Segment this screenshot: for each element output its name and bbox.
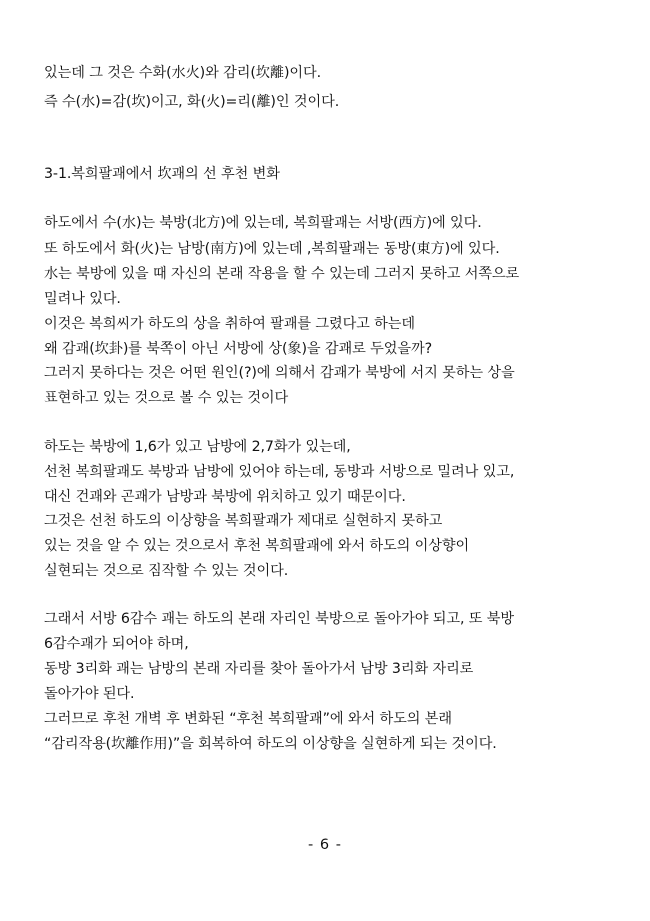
section-heading: 3-1.복희팔괘에서 坎괘의 선 후천 변화 xyxy=(44,166,280,182)
paragraph1-line: 그러지 못하다는 것은 어떤 원인(?)에 의해서 감괘가 북방에 서지 못하는 상을 xyxy=(44,365,515,381)
paragraph3-line: 그래서 서방 6감수 괘는 하도의 본래 자리인 북방으로 돌아가야 되고, 또 북방 xyxy=(44,611,515,627)
paragraph2-line: 있는 것을 알 수 있는 것으로서 후천 복희팔괘에 와서 하도의 이상향이 xyxy=(44,538,470,554)
paragraph3-line: 돌아가야 된다. xyxy=(44,686,135,702)
page-number: - 6 - xyxy=(308,837,342,853)
paragraph1-line: 또 하도에서 화(火)는 남방(南方)에 있는데 ,복희팔괘는 동방(東方)에 있다. xyxy=(44,241,500,257)
paragraph1-line: 이것은 복희씨가 하도의 상을 취하여 팔괘를 그렸다고 하는데 xyxy=(44,316,415,332)
paragraph3-line: 그러므로 후천 개벽 후 변화된 “후천 복희팔괘”에 와서 하도의 본래 xyxy=(44,711,452,727)
paragraph1-line: 하도에서 수(水)는 북방(北方)에 있는데, 복희팔괘는 서방(西方)에 있다. xyxy=(44,215,482,231)
paragraph1-line: 표현하고 있는 것으로 볼 수 있는 것이다 xyxy=(44,390,289,406)
paragraph1-line: 왜 감괘(坎卦)를 북쪽이 아닌 서방에 상(象)을 감괘로 두었을까? xyxy=(44,341,433,357)
paragraph2-line: 대신 건괘와 곤괘가 남방과 북방에 위치하고 있기 때문이다. xyxy=(44,489,406,505)
paragraph2-line: 선천 복희팔괘도 북방과 남방에 있어야 하는데, 동방과 서방으로 밀려나 있고, xyxy=(44,464,515,480)
paragraph3-line: 6감수괘가 되어야 하며, xyxy=(44,636,189,652)
paragraph2-line: 실현되는 것으로 짐작할 수 있는 것이다. xyxy=(44,563,289,579)
intro-line-2: 즉 수(水)=감(坎)이고, 화(火)=리(離)인 것이다. xyxy=(44,94,340,110)
paragraph2-line: 그것은 선천 하도의 이상향을 복희팔괘가 제대로 실현하지 못하고 xyxy=(44,513,443,529)
intro-line-1: 있는데 그 것은 수화(水火)와 감리(坎離)이다. xyxy=(44,65,322,81)
paragraph3-line: “감리작용(坎離作用)”을 회복하여 하도의 이상향을 실현하게 되는 것이다. xyxy=(44,736,497,752)
paragraph1-line: 밀려나 있다. xyxy=(44,291,121,307)
paragraph2-line: 하도는 북방에 1,6가 있고 남방에 2,7화가 있는데, xyxy=(44,439,351,455)
paragraph3-line: 동방 3리화 괘는 남방의 본래 자리를 찾아 돌아가서 남방 3리화 자리로 xyxy=(44,661,474,677)
paragraph1-line: 水는 북방에 있을 때 자신의 본래 작용을 할 수 있는데 그러지 못하고 서쪽으로 xyxy=(44,266,520,282)
